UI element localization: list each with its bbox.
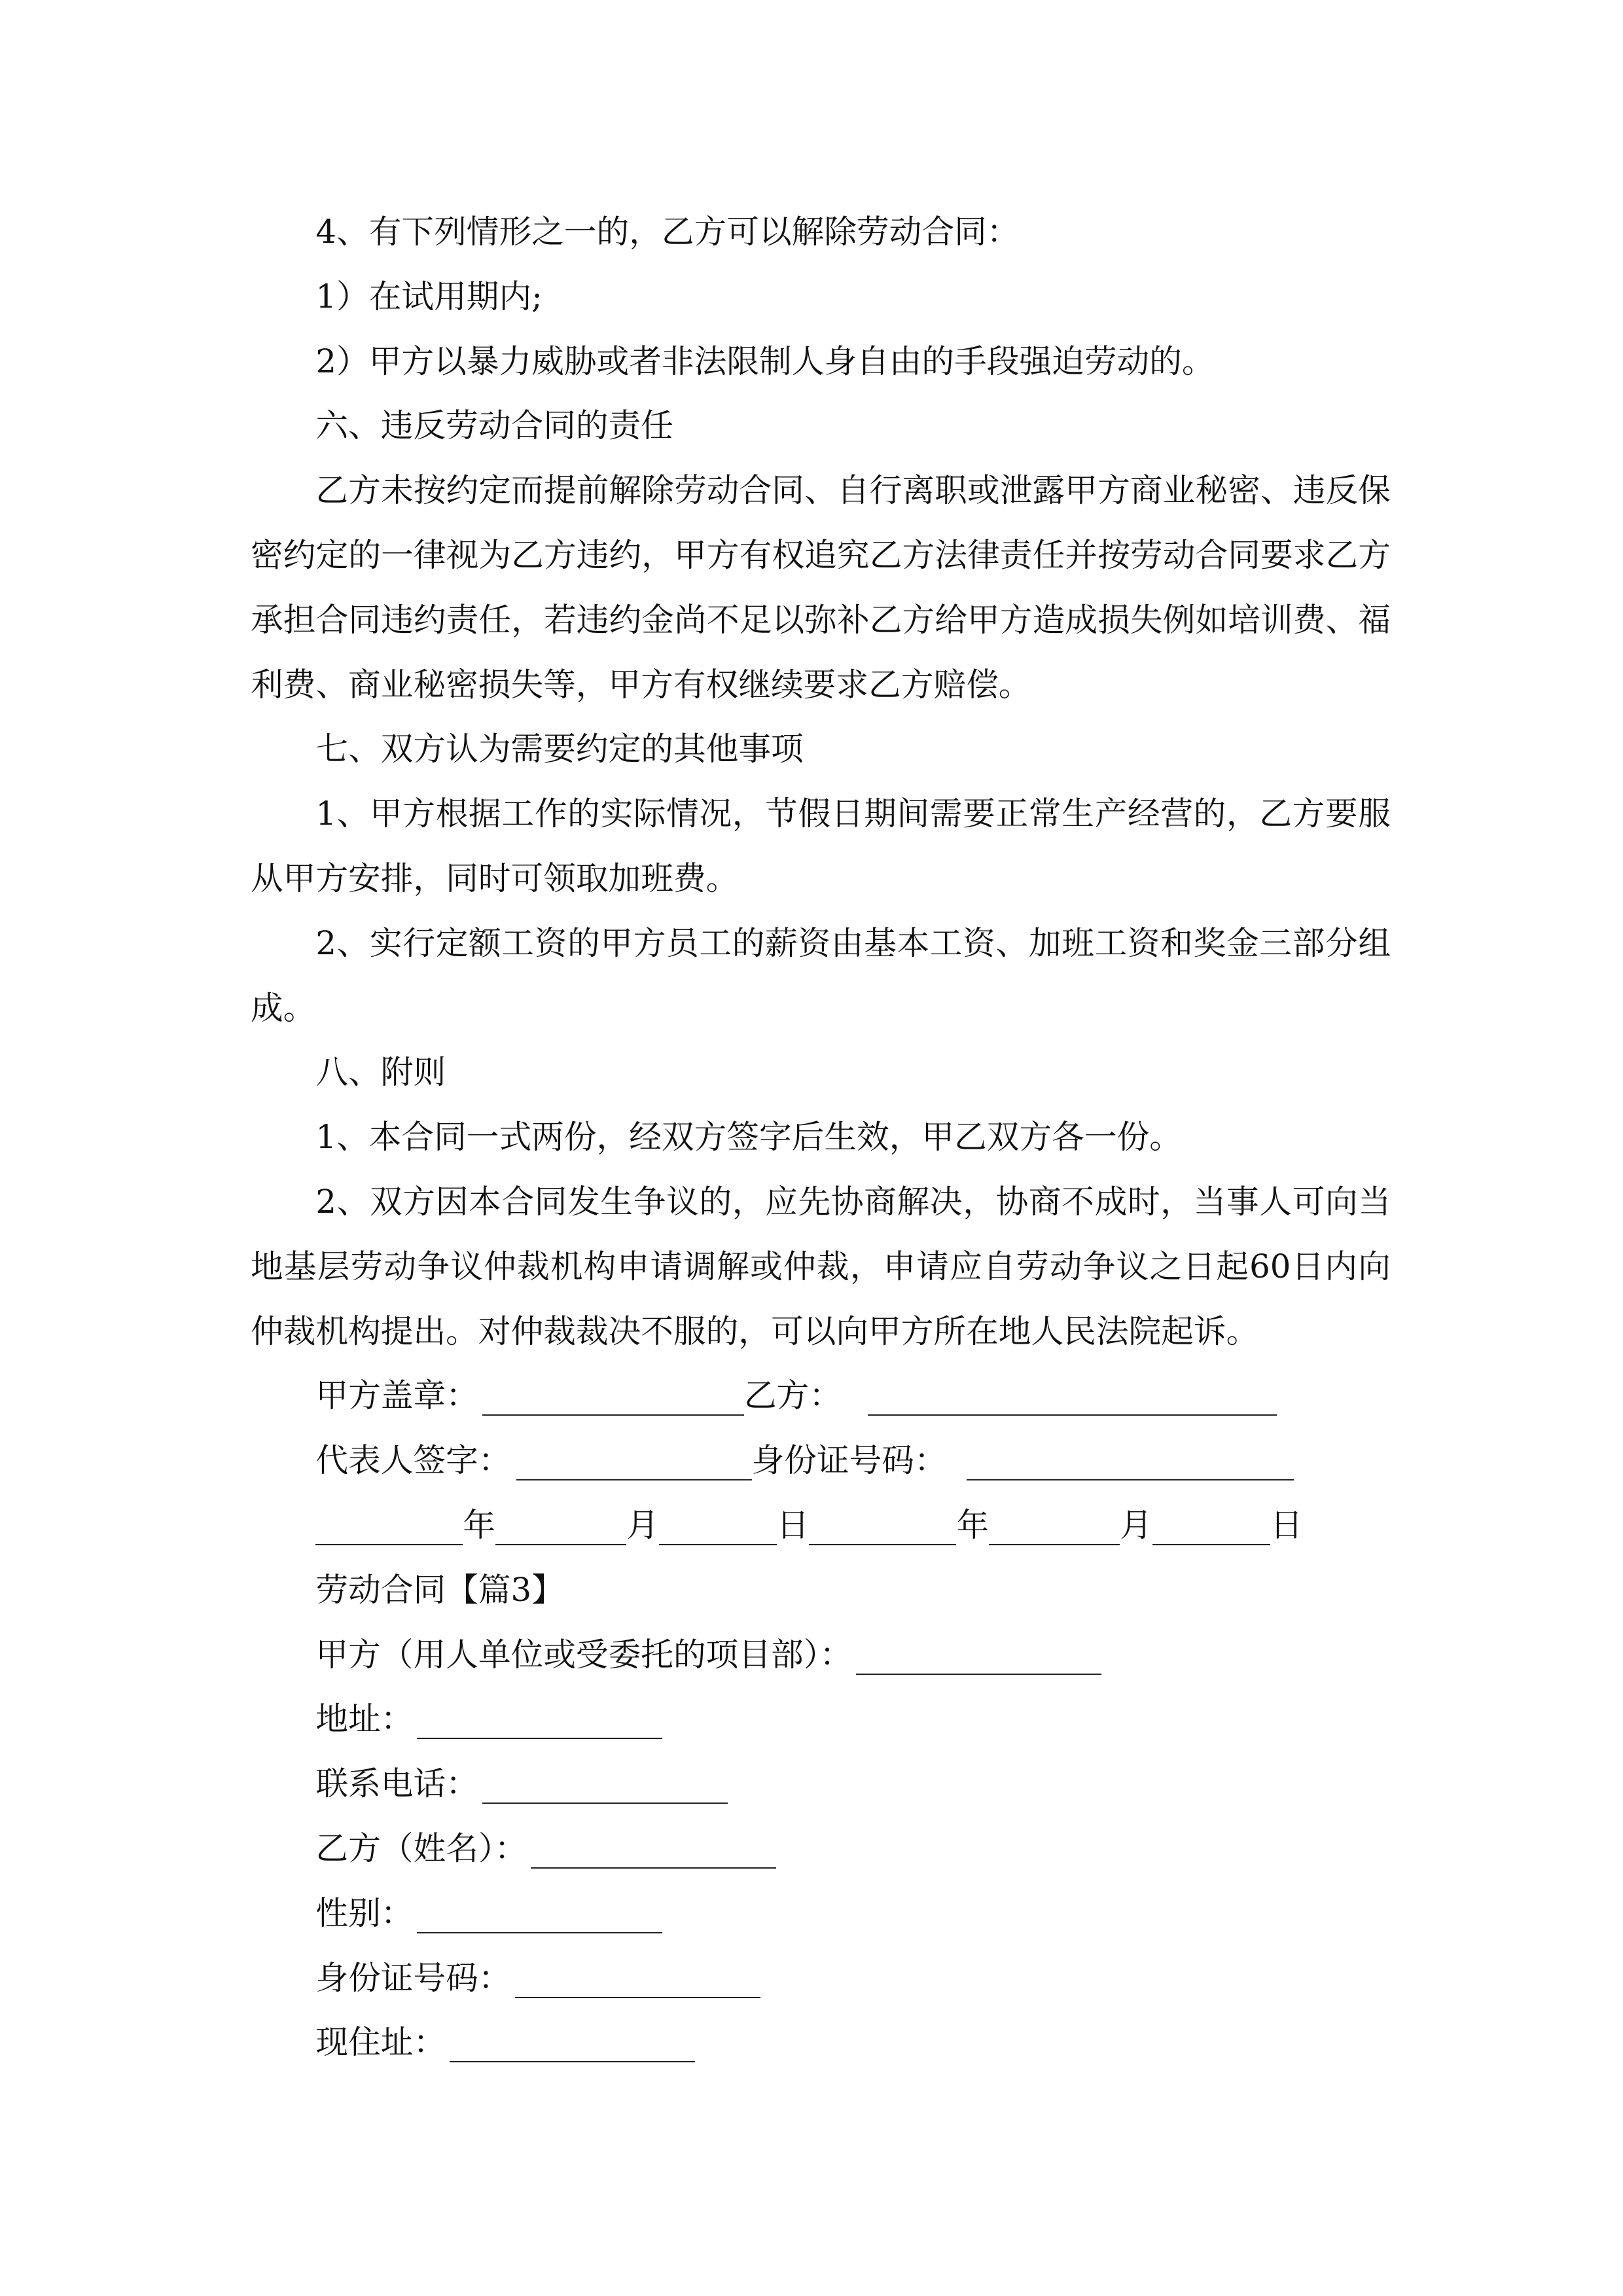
field-party-b-name xyxy=(251,1816,1391,1881)
clause-4-title: 4、有下列情形之一的，乙方可以解除劳动合同： xyxy=(315,213,1020,251)
field-blank[interactable] xyxy=(482,1763,728,1804)
clause-4-item: 2）甲方以暴力威胁或者非法限制人身自由的手段强迫劳动的。 xyxy=(315,342,1215,380)
contract-3-title: 劳动合同【篇3】 xyxy=(315,1570,564,1609)
field-blank[interactable] xyxy=(450,2022,695,2062)
field-blank[interactable] xyxy=(417,1698,662,1739)
id-number-label: 身份证号码： xyxy=(751,1441,947,1480)
day-blank[interactable] xyxy=(659,1505,777,1545)
party-a-seal-label: 甲方盖章： xyxy=(315,1376,478,1415)
section-6-heading: 六、违反劳动合同的责任 xyxy=(315,406,673,445)
paragraph-line: 1、甲方根据工作的实际情况，节假日期间需要正常生产经营的，乙方要服 xyxy=(315,795,1391,833)
paragraph-line: 仲裁机构提出。对仲裁裁决不服的，可以向甲方所在地人民法院起诉。 xyxy=(251,1312,1259,1350)
year-label: 年 xyxy=(956,1505,990,1544)
paragraph-line: 承担合同违约责任，若违约金尚不足以弥补乙方给甲方造成损失例如培训费、福 xyxy=(251,600,1391,639)
field-blank[interactable] xyxy=(856,1634,1101,1675)
field-label: 联系电话： xyxy=(315,1765,478,1803)
paragraph-line: 利费、商业秘密损失等，甲方有权继续要求乙方赔偿。 xyxy=(251,665,1031,704)
party-b-blank[interactable] xyxy=(868,1375,1277,1416)
field-label: 地址： xyxy=(315,1700,414,1738)
field-blank[interactable] xyxy=(515,1958,760,1998)
year-blank[interactable] xyxy=(809,1505,956,1545)
day-label: 日 xyxy=(776,1505,810,1544)
paragraph-line: 密约定的一律视为乙方违约，甲方有权追究乙方法律责任并按劳动合同要求乙方 xyxy=(251,535,1391,574)
field-party-a xyxy=(251,1623,1391,1687)
signature-row-2 xyxy=(251,1428,1391,1493)
field-blank[interactable] xyxy=(531,1828,776,1869)
day-label: 日 xyxy=(1270,1505,1303,1544)
id-number-blank[interactable] xyxy=(967,1440,1294,1480)
field-label: 身份证号码： xyxy=(315,1958,511,1997)
field-address xyxy=(251,1687,1391,1751)
rep-sign-blank[interactable] xyxy=(516,1440,752,1480)
paragraph-line: 从甲方安排，同时可领取加班费。 xyxy=(251,859,739,897)
section-8-heading: 八、附则 xyxy=(315,1053,446,1092)
month-label: 月 xyxy=(1120,1505,1152,1544)
month-blank[interactable] xyxy=(989,1505,1120,1545)
rep-sign-label: 代表人签字： xyxy=(315,1441,511,1480)
date-row xyxy=(251,1493,1391,1558)
party-b-label: 乙方： xyxy=(743,1376,842,1415)
field-id-number xyxy=(251,1946,1391,2011)
party-a-seal-blank[interactable] xyxy=(482,1375,744,1416)
year-label: 年 xyxy=(463,1505,496,1544)
month-blank[interactable] xyxy=(495,1505,626,1545)
month-label: 月 xyxy=(626,1505,659,1544)
paragraph-line: 成。 xyxy=(251,988,316,1027)
field-current-address xyxy=(251,2010,1391,2075)
field-label: 甲方（用人单位或受委托的项目部）： xyxy=(315,1635,853,1674)
section-7-heading: 七、双方认为需要约定的其他事项 xyxy=(315,730,804,768)
paragraph-line: 1、本合同一式两份，经双方签字后生效，甲乙双方各一份。 xyxy=(315,1118,1182,1157)
document-page xyxy=(251,200,1391,2075)
paragraph-line: 2、双方因本合同发生争议的，应先协商解决，协商不成时，当事人可向当 xyxy=(315,1182,1391,1221)
paragraph-line: 地基层劳动争议仲裁机构申请调解或仲裁，申请应自劳动争议之日起60日内向 xyxy=(251,1247,1391,1285)
field-label: 乙方（姓名）： xyxy=(315,1829,527,1867)
field-label: 性别： xyxy=(315,1893,414,1932)
paragraph-line: 2、实行定额工资的甲方员工的薪资由基本工资、加班工资和奖金三部分组 xyxy=(315,924,1391,962)
field-label: 现住址： xyxy=(315,2023,446,2062)
field-phone xyxy=(251,1751,1391,1816)
paragraph-line: 乙方未按约定而提前解除劳动合同、自行离职或泄露甲方商业秘密、违反保 xyxy=(315,471,1391,510)
field-blank[interactable] xyxy=(417,1893,662,1933)
signature-row-1 xyxy=(251,1363,1391,1428)
field-gender xyxy=(251,1881,1391,1946)
year-blank[interactable] xyxy=(315,1505,463,1545)
day-blank[interactable] xyxy=(1152,1505,1270,1545)
clause-4-item: 1）在试用期内; xyxy=(315,277,543,315)
